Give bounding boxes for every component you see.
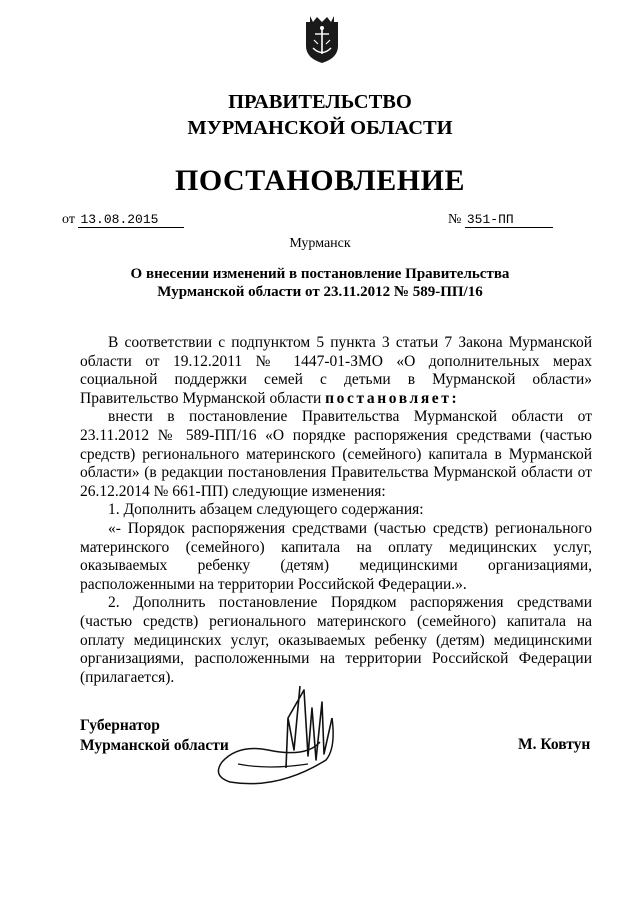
intro-paragraph [80,334,592,408]
position-line1: Губернатор [80,717,160,734]
intro-text: В соответствии с подпунктом 5 пункта 3 статьи 7 Закона Мурманской области от 19.12.2011 № 1447-01-ЗМО «О дополнительных мерах социальной поддержки семей с детьми в Мурманской области» Правительство Мурманской области [80,334,592,407]
coat-of-arms-icon [303,12,341,64]
org-name-line2: МУРМАНСКОЙ ОБЛАСТИ [187,117,453,139]
number-row [448,212,553,228]
subject-line2: Мурманской области от 23.11.2012 № 589-ПП/16 [157,284,483,300]
item-1: 1. Дополнить абзацем следующего содержания: [108,501,424,519]
document-date: 13.08.2015 [78,212,184,228]
org-name-line1: ПРАВИТЕЛЬСТВО [228,91,412,113]
handwritten-signature [208,678,358,798]
item-2: 2. Дополнить постановление Порядком распоряжения средствами (частью средств) регионального материнского (семейного) капитала на оплату медицинских услуг, оказываемых ребенку (детям) медицинскими организациями, расположенными на территории Российской Федерации (прилагается). [80,594,592,686]
signatory-position [80,716,229,756]
document-type-title: ПОСТАНОВЛЕНИЕ [175,164,465,197]
date-row [62,212,184,228]
item-1-quote: «- Порядок распоряжения средствами (частью средств) регионального материнского (семейного) капитала на оплату медицинских услуг, оказываемых ребенку (детям) медицинскими организациями, расположенными на территории Российской Федерации.». [80,519,592,593]
decree-word: постановляет: [325,389,460,407]
amend-intro-paragraph: внести в постановление Правительства Мурманской области от 23.11.2012 № 589-ПП/16 «О порядке распоряжения средствами (частью средств) регионального материнского (семейного) капитала в Мурманской области» (в редакции постановления Правительства Мурманской области от 26.12.2014 № 661-ПП) следующие изменения: [80,408,592,500]
signatory-name: М. Ковтун [518,736,591,753]
number-prefix: № [448,212,462,227]
subject-line1: О внесении изменений в постановление Правительства [130,266,510,282]
position-line2: Мурманской области [80,737,229,754]
document-body [80,334,592,687]
document-number: 351-ПП [465,212,553,228]
city: Мурманск [289,236,351,251]
date-prefix: от [62,212,75,227]
